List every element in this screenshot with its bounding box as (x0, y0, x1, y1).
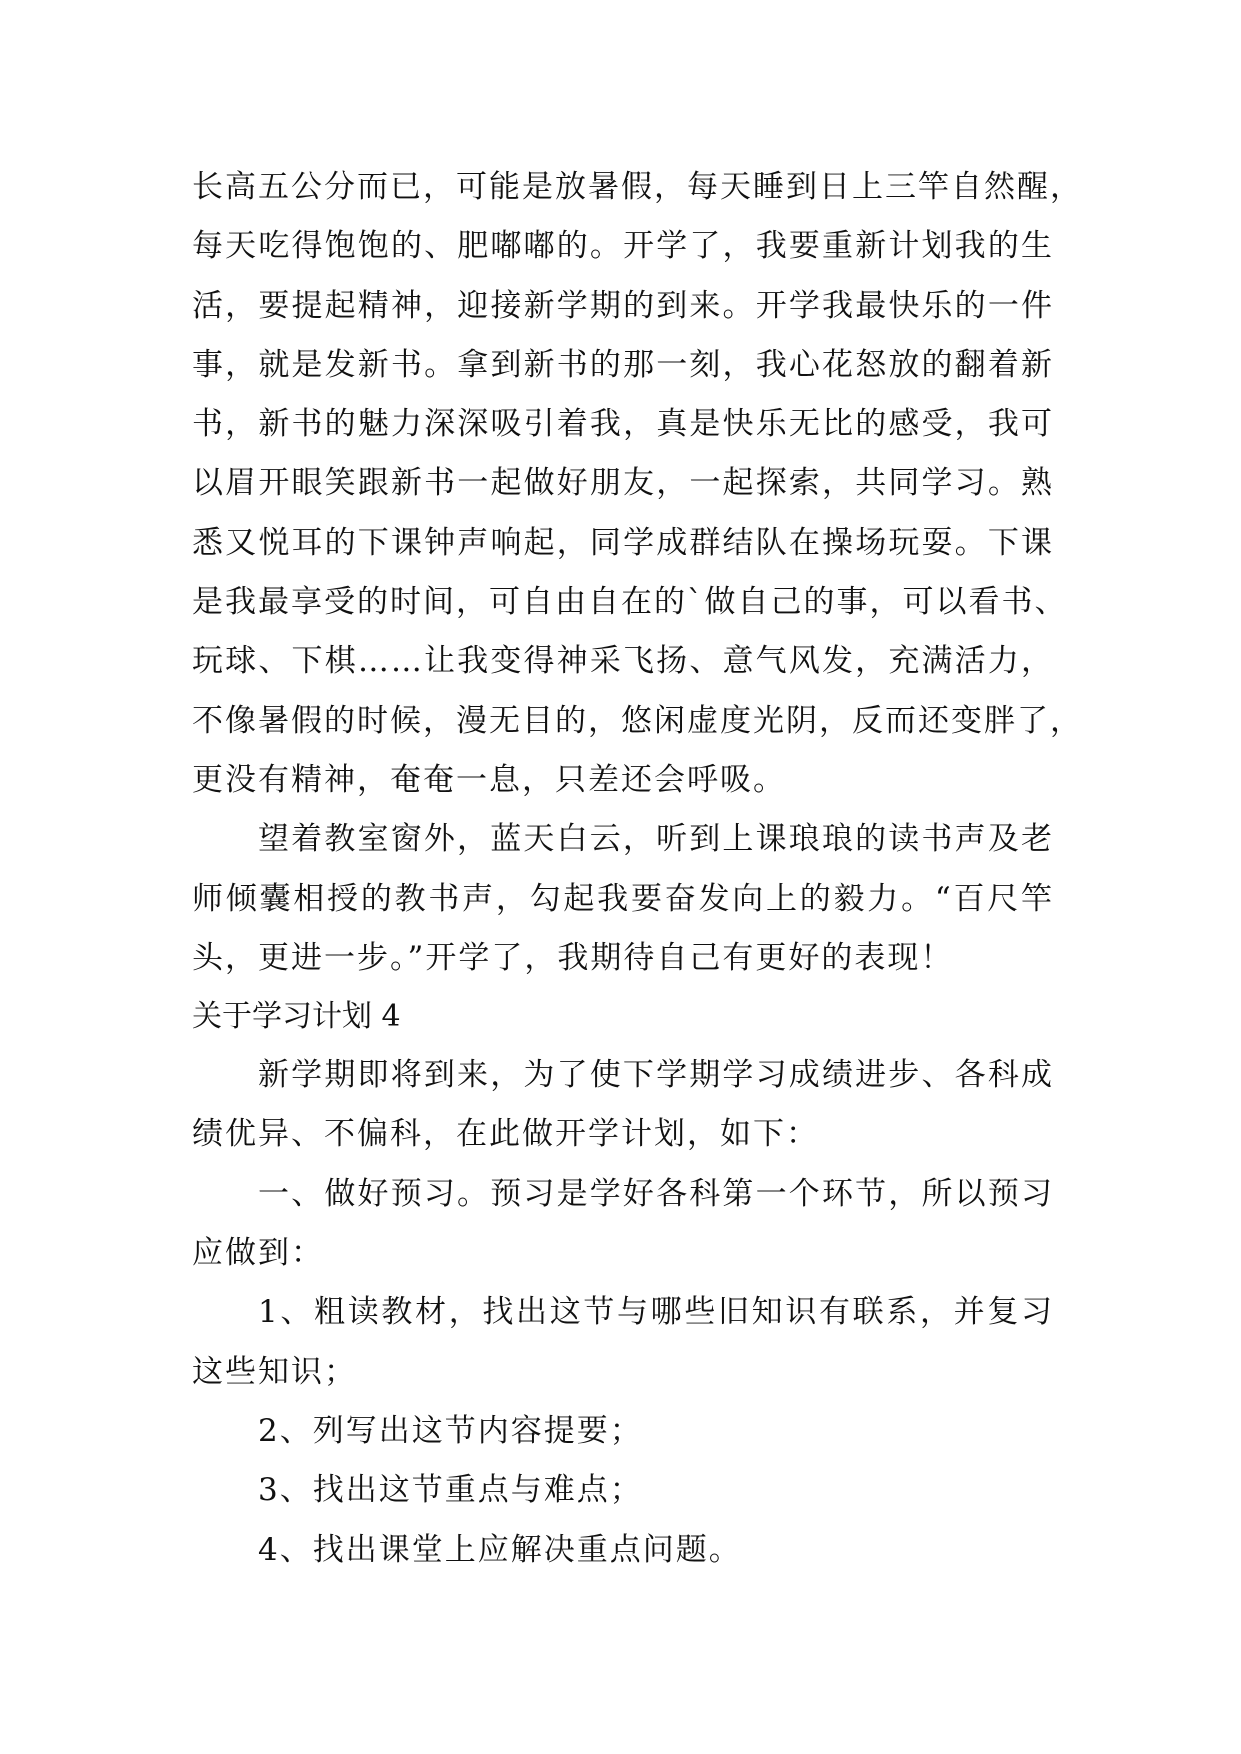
text-line: 绩优异、不偏科，在此做开学计划，如下： (192, 1116, 819, 1153)
text-line: 新学期即将到来，为了使下学期学习成绩进步、各科成 (258, 1057, 1054, 1094)
text-line: 一、做好预习。预习是学好各科第一个环节，所以预习 (258, 1175, 1054, 1212)
text-line: 悉又悦耳的下课钟声响起，同学成群结队在操场玩耍。下课 (192, 524, 1054, 561)
section-heading: 关于学习计划 4 (192, 999, 401, 1035)
text-line: 事，就是发新书。拿到新书的那一刻，我心花怒放的翻着新 (192, 346, 1054, 383)
document-body (192, 158, 1083, 1580)
text-line: 玩球、下棋……让我变得神采飞扬、意气风发，充满活力， (192, 643, 1054, 680)
text-line: 更没有精神，奄奄一息，只差还会呼吸。 (192, 761, 786, 798)
text-line: 书，新书的魅力深深吸引着我，真是快乐无比的感受，我可 (192, 406, 1054, 443)
text-line: 长高五公分而已，可能是放暑假，每天睡到日上三竿自然醒， (192, 169, 1083, 205)
list-item: 4、找出课堂上应解决重点问题。 (258, 1531, 742, 1568)
text-line: 望着教室窗外，蓝天白云，听到上课琅琅的读书声及老 (258, 821, 1054, 858)
text-line: 每天吃得饱饱的、肥嘟嘟的。开学了，我要重新计划我的生 (192, 228, 1054, 265)
list-item: 2、列写出这节内容提要； (258, 1412, 643, 1449)
text-line: 头，更进一步。”开学了，我期待自己有更好的表现！ (192, 939, 954, 976)
text-line: 1、粗读教材，找出这节与哪些旧知识有联系，并复习 (258, 1294, 1054, 1331)
text-line: 活，要提起精神，迎接新学期的到来。开学我最快乐的一件 (192, 287, 1054, 324)
text-line: 以眉开眼笑跟新书一起做好朋友，一起探索，共同学习。熟 (192, 465, 1054, 502)
text-line: 是我最享受的时间，可自由自在的`做自己的事，可以看书、 (192, 584, 1068, 621)
text-line: 这些知识； (192, 1353, 357, 1390)
text-line: 师倾囊相授的教书声，勾起我要奋发向上的毅力。“百尺竿 (192, 880, 1054, 917)
list-item: 3、找出这节重点与难点； (258, 1472, 643, 1509)
text-line: 应做到： (192, 1235, 324, 1272)
text-line: 不像暑假的时候，漫无目的，悠闲虚度光阴，反而还变胖了， (192, 702, 1083, 739)
